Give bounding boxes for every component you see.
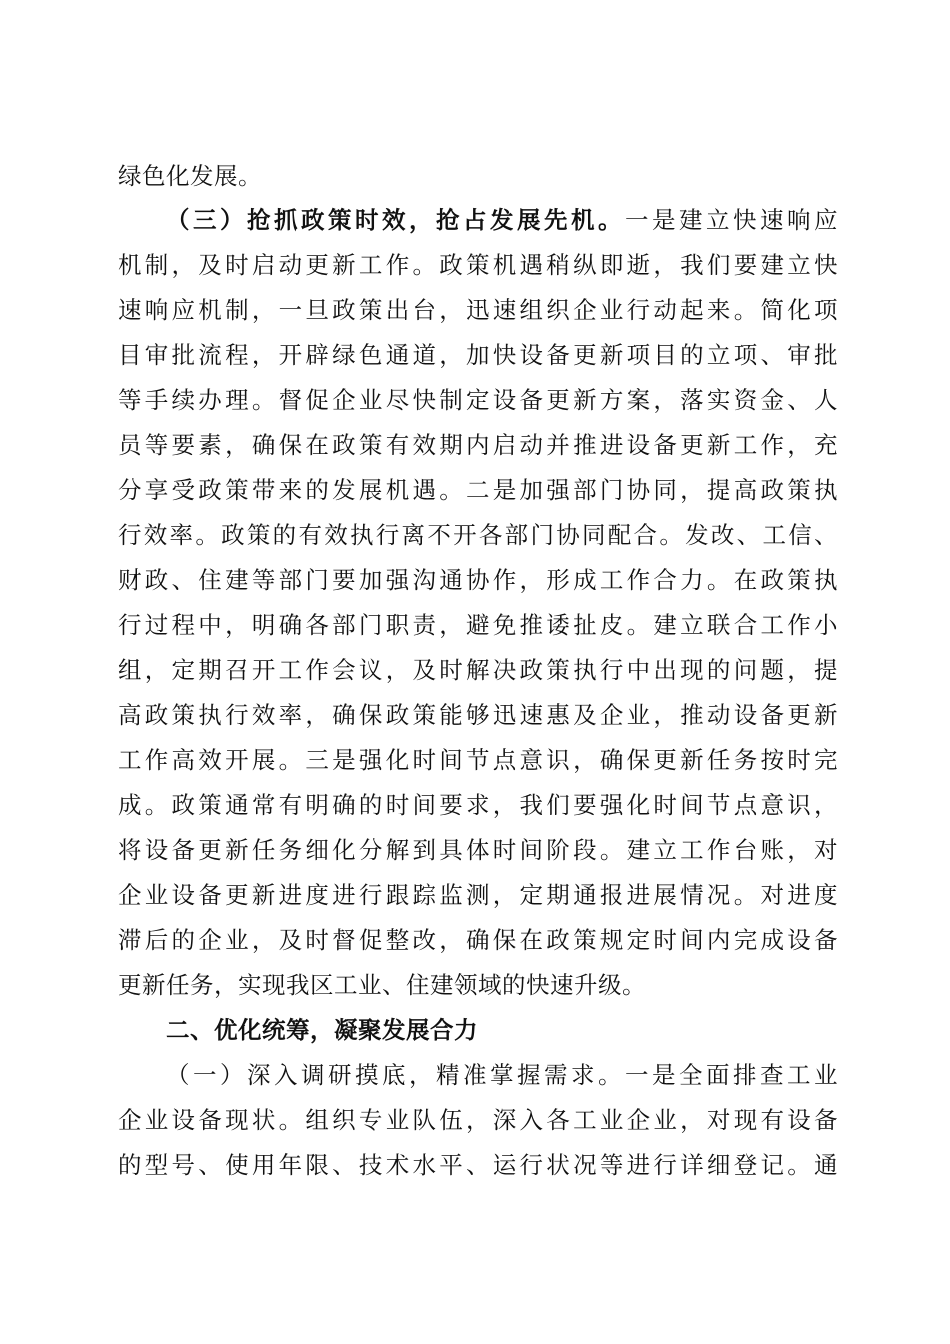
paragraph-line: 企业设备现状。组织专业队伍，深入各工业企业，对现有设备 (118, 1106, 838, 1134)
paragraph-line: 速响应机制，一旦政策出台，迅速组织企业行动起来。简化项 (118, 296, 838, 324)
paragraph-line: 成。政策通常有明确的时间要求，我们要强化时间节点意识， (118, 791, 838, 819)
paragraph-line: 财政、住建等部门要加强沟通协作，形成工作合力。在政策执 (118, 566, 838, 594)
paragraph-line: 滞后的企业，及时督促整改，确保在政策规定时间内完成设备 (118, 926, 838, 954)
paragraph-line: 高政策执行效率，确保政策能够迅速惠及企业，推动设备更新 (118, 701, 838, 729)
section-3-title: （三）抢抓政策时效，抢占发展先机。 (166, 206, 625, 234)
paragraph-line: 分享受政策带来的发展机遇。二是加强部门协同，提高政策执 (118, 476, 838, 504)
paragraph-line: 的型号、使用年限、技术水平、运行状况等进行详细登记。通 (118, 1151, 838, 1179)
section-3-first-line: （三）抢抓政策时效，抢占发展先机。一是建立快速响应 (166, 206, 838, 234)
paragraph-line: 更新任务，实现我区工业、住建领域的快速升级。 (118, 971, 646, 999)
paragraph-line: 目审批流程，开辟绿色通道，加快设备更新项目的立项、审批 (118, 341, 838, 369)
paragraph-line: 员等要素，确保在政策有效期内启动并推进设备更新工作，充 (118, 431, 838, 459)
paragraph-line: 等手续办理。督促企业尽快制定设备更新方案，落实资金、人 (118, 386, 838, 414)
section-heading: 二、优化统筹，凝聚发展合力 (166, 1016, 478, 1044)
paragraph-line: 工作高效开展。三是强化时间节点意识，确保更新任务按时完 (118, 746, 838, 774)
paragraph-line: 组，定期召开工作会议，及时解决政策执行中出现的问题，提 (118, 656, 838, 684)
paragraph-line: 将设备更新任务细化分解到具体时间阶段。建立工作台账，对 (118, 836, 838, 864)
paragraph-line: 机制，及时启动更新工作。政策机遇稍纵即逝，我们要建立快 (118, 251, 838, 279)
paragraph-line: 行效率。政策的有效执行离不开各部门协同配合。发改、工信、 (118, 521, 838, 549)
paragraph-line: 行过程中，明确各部门职责，避免推诿扯皮。建立联合工作小 (118, 611, 838, 639)
paragraph-line: （一）深入调研摸底，精准掌握需求。一是全面排查工业 (166, 1061, 838, 1089)
paragraph-line: 企业设备更新进度进行跟踪监测，定期通报进展情况。对进度 (118, 881, 838, 909)
paragraph-line: 绿色化发展。 (118, 162, 262, 190)
